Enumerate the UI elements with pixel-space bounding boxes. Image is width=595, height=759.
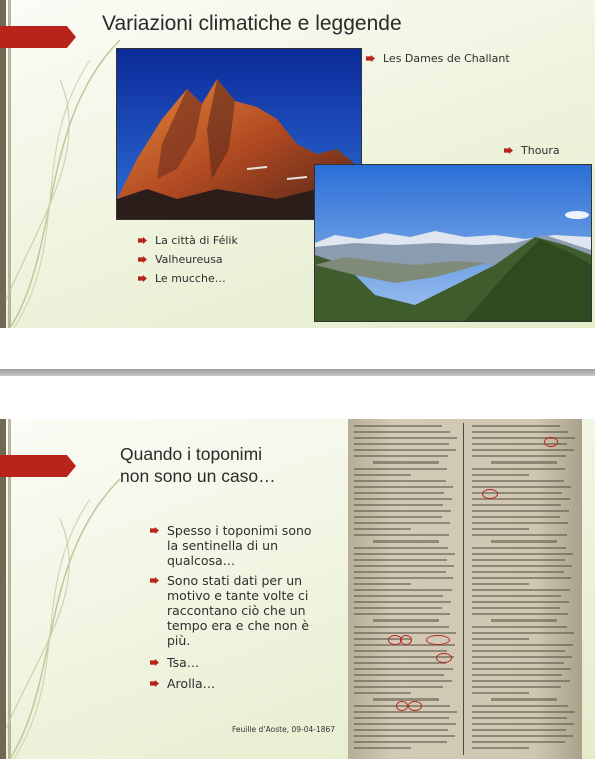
bullet-text: Valheureusa — [155, 253, 223, 266]
newspaper-text-line — [354, 650, 447, 652]
newspaper-text-line — [354, 492, 444, 494]
newspaper-text-line — [373, 619, 440, 622]
newspaper-caption: Feuille d’Aoste, 09-04-1867 — [232, 725, 336, 734]
arrow-bullet-icon — [150, 577, 159, 584]
newspaper-text-line — [354, 425, 442, 427]
highlight-circle — [400, 635, 412, 645]
newspaper-text-line — [491, 619, 558, 622]
highlight-circle — [396, 701, 408, 711]
slide-title-line: non sono un caso… — [120, 466, 276, 486]
arrow-bullet-icon — [150, 659, 159, 666]
newspaper-text-line — [472, 522, 568, 524]
newspaper-text-line — [472, 437, 575, 439]
newspaper-text-line — [354, 516, 442, 518]
newspaper-text-line — [472, 468, 565, 470]
bullet-sono-stati — [150, 573, 320, 648]
newspaper-text-line — [472, 516, 560, 518]
bullet-text: Le mucche… — [155, 272, 226, 285]
newspaper-text-line — [472, 474, 529, 476]
bullet-arolla — [150, 676, 320, 691]
newspaper-text-line — [472, 595, 561, 597]
highlight-circle — [544, 437, 558, 447]
newspaper-text-line — [354, 522, 450, 524]
bullet-les-dames — [366, 52, 510, 65]
newspaper-text-line — [472, 656, 572, 658]
newspaper-text-line — [472, 723, 574, 725]
newspaper-text-line — [354, 528, 411, 530]
newspaper-text-line — [354, 565, 454, 567]
newspaper-text-line — [472, 504, 561, 506]
bullet-text: Spesso i toponimi sono la sentinella di un qualcosa… — [167, 523, 312, 568]
newspaper-text-line — [354, 741, 447, 743]
newspaper-text-line — [354, 431, 450, 433]
newspaper-text-line — [354, 577, 453, 579]
newspaper-text-line — [373, 698, 440, 701]
newspaper-text-line — [354, 498, 452, 500]
newspaper-text-line — [354, 711, 457, 713]
newspaper-text-line — [472, 747, 529, 749]
slide-1[interactable] — [0, 0, 595, 328]
slide-title — [120, 443, 276, 487]
highlight-circle — [436, 653, 452, 663]
newspaper-column-rule — [463, 423, 464, 755]
arrow-bullet-icon — [138, 237, 147, 244]
arrow-bullet-icon — [366, 55, 375, 62]
slide-title: Variazioni climatiche e leggende — [102, 12, 402, 35]
bullet-text: Les Dames de Challant — [383, 52, 510, 65]
newspaper-text-line — [354, 747, 411, 749]
newspaper-text-line — [472, 486, 571, 488]
arrow-bullet-icon — [150, 680, 159, 687]
newspaper-text-line — [491, 540, 558, 543]
newspaper-text-line — [354, 553, 455, 555]
newspaper-text-line — [354, 480, 446, 482]
newspaper-text-line — [472, 613, 568, 615]
highlight-circle — [408, 701, 422, 711]
newspaper-text-line — [354, 668, 453, 670]
newspaper-text-line — [354, 571, 446, 573]
newspaper-text-line — [354, 686, 443, 688]
newspaper-text-line — [354, 662, 446, 664]
newspaper-text-line — [354, 595, 443, 597]
newspaper-text-line — [472, 662, 564, 664]
newspaper-text-line — [354, 443, 449, 445]
newspaper-column-right — [472, 425, 576, 755]
newspaper-text-line — [472, 425, 560, 427]
newspaper-text-line — [472, 735, 573, 737]
newspaper-text-line — [354, 674, 444, 676]
newspaper-text-line — [354, 680, 452, 682]
newspaper-text-line — [354, 723, 456, 725]
title-marker-tab — [0, 455, 76, 477]
newspaper-text-line — [472, 449, 574, 451]
newspaper-text-line — [354, 510, 451, 512]
bullet-text: Tsa… — [167, 655, 200, 670]
newspaper-text-line — [354, 589, 452, 591]
bullet-valheureusa — [138, 253, 223, 266]
newspaper-text-line — [472, 577, 571, 579]
bullet-spesso — [150, 523, 320, 568]
newspaper-text-line — [354, 717, 449, 719]
newspaper-text-line — [472, 741, 565, 743]
bullet-text: La città di Félik — [155, 234, 238, 247]
newspaper-text-line — [373, 461, 440, 464]
newspaper-text-line — [472, 644, 573, 646]
newspaper-text-line — [354, 486, 453, 488]
newspaper-text-line — [373, 540, 440, 543]
newspaper-text-line — [472, 480, 564, 482]
newspaper-text-line — [472, 705, 568, 707]
highlight-circle — [426, 635, 450, 645]
newspaper-text-line — [354, 601, 451, 603]
newspaper-text-line — [472, 589, 570, 591]
newspaper-text-line — [354, 729, 448, 731]
bullet-text: Thoura — [521, 144, 560, 157]
newspaper-text-line — [472, 510, 569, 512]
bullet-mucche — [138, 272, 226, 285]
newspaper-text-line — [472, 674, 562, 676]
newspaper-text-line — [472, 668, 571, 670]
newspaper-text-line — [472, 607, 560, 609]
alpine-valley-photo[interactable] — [314, 164, 592, 322]
title-marker-tab — [0, 26, 76, 48]
newspaper-text-line — [472, 650, 565, 652]
newspaper-text-line — [472, 431, 568, 433]
newspaper-text-line — [472, 692, 529, 694]
arrow-bullet-icon — [504, 147, 513, 154]
newspaper-text-line — [491, 461, 558, 464]
arrow-bullet-icon — [138, 256, 147, 263]
newspaper-text-line — [472, 455, 566, 457]
newspaper-text-line — [472, 729, 566, 731]
newspaper-text-line — [472, 711, 575, 713]
newspaper-text-line — [472, 632, 574, 634]
newspaper-text-line — [354, 632, 456, 634]
slide-2[interactable] — [0, 419, 595, 759]
newspaper-text-line — [472, 571, 564, 573]
newspaper-text-line — [354, 449, 456, 451]
newspaper-text-line — [354, 504, 443, 506]
newspaper-text-line — [472, 680, 570, 682]
newspaper-text-line — [472, 583, 529, 585]
newspaper-text-line — [472, 528, 529, 530]
newspaper-text-line — [472, 638, 529, 640]
newspaper-text-line — [472, 686, 561, 688]
newspaper-text-line — [354, 583, 411, 585]
newspaper-text-line — [354, 455, 448, 457]
newspaper-text-line — [354, 468, 447, 470]
newspaper-scan-image[interactable] — [348, 419, 582, 759]
arrow-bullet-icon — [138, 275, 147, 282]
newspaper-text-line — [472, 626, 567, 628]
highlight-circle — [482, 489, 498, 499]
newspaper-text-line — [472, 565, 572, 567]
bullet-tsa — [150, 655, 320, 670]
newspaper-text-line — [354, 474, 411, 476]
newspaper-text-line — [491, 698, 558, 701]
newspaper-text-line — [354, 534, 449, 536]
newspaper-text-line — [472, 553, 573, 555]
decorative-swirl — [0, 0, 130, 328]
newspaper-text-line — [354, 613, 450, 615]
newspaper-text-line — [354, 626, 449, 628]
bullet-citta-felik — [138, 234, 238, 247]
newspaper-text-line — [472, 601, 569, 603]
bullet-text: Sono stati dati per un motivo e tante volte ci raccontano ciò che un tempo era e che non è più. — [167, 573, 310, 648]
newspaper-text-line — [354, 559, 447, 561]
newspaper-text-line — [472, 559, 565, 561]
arrow-bullet-icon — [150, 527, 159, 534]
newspaper-text-line — [354, 607, 442, 609]
newspaper-text-line — [354, 735, 455, 737]
newspaper-text-line — [354, 437, 457, 439]
slide-title-line: Quando i toponimi — [120, 444, 263, 464]
bullet-thoura — [504, 144, 560, 157]
newspaper-text-line — [354, 692, 411, 694]
newspaper-text-line — [472, 547, 566, 549]
newspaper-text-line — [472, 717, 567, 719]
newspaper-text-line — [354, 547, 448, 549]
bullet-text: Arolla… — [167, 676, 216, 691]
newspaper-text-line — [472, 534, 567, 536]
slide-divider — [0, 369, 595, 376]
